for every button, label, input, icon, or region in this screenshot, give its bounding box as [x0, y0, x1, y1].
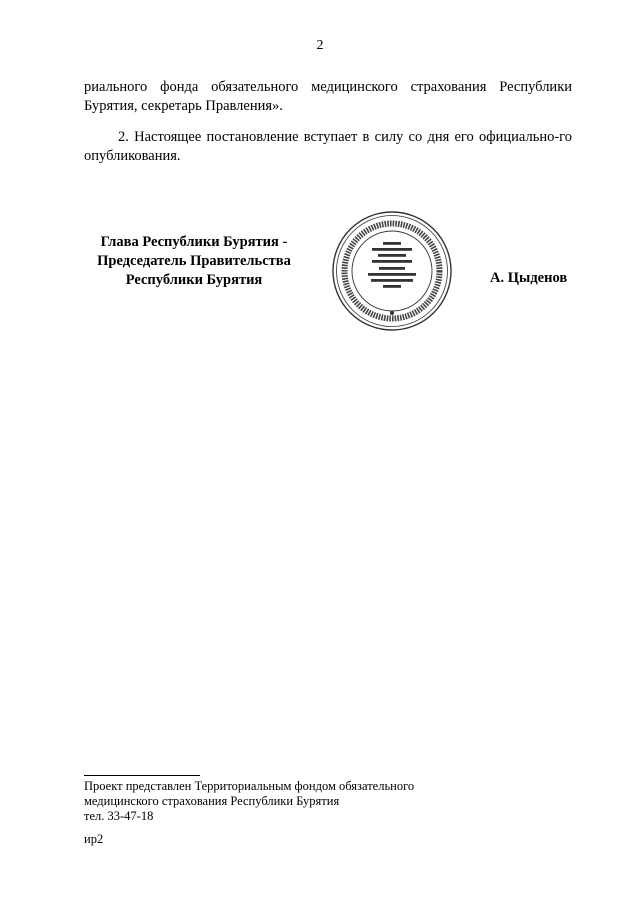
signatory-title-line: Республики Бурятия: [125, 272, 263, 288]
footnote-line: тел. 33-47-18: [84, 809, 154, 823]
paragraph-effective-date: 2. Настоящее постановление вступает в силу со дня его официально-го опубликования.: [84, 129, 572, 164]
footnote-divider: [84, 775, 200, 776]
footnote-line: медицинского страхования Республики Бурятия: [84, 794, 340, 808]
signatory-title: [84, 233, 304, 290]
signatory-title-line: Председатель Правительства: [97, 253, 291, 269]
official-seal-stamp: [331, 210, 453, 332]
page-number: 2: [316, 38, 324, 53]
signatory-title-line: Глава Республики Бурятия -: [100, 234, 288, 250]
signatory-name: А. Цыденов: [490, 270, 568, 286]
document-code: ир2: [84, 832, 104, 846]
paragraph-continuation: риального фонда обязательного медицинского страхования Республики Бурятия, секретарь Правления».: [84, 79, 572, 114]
footnote: [84, 779, 504, 824]
footnote-line: Проект представлен Территориальным фондом обязательного: [84, 779, 415, 793]
